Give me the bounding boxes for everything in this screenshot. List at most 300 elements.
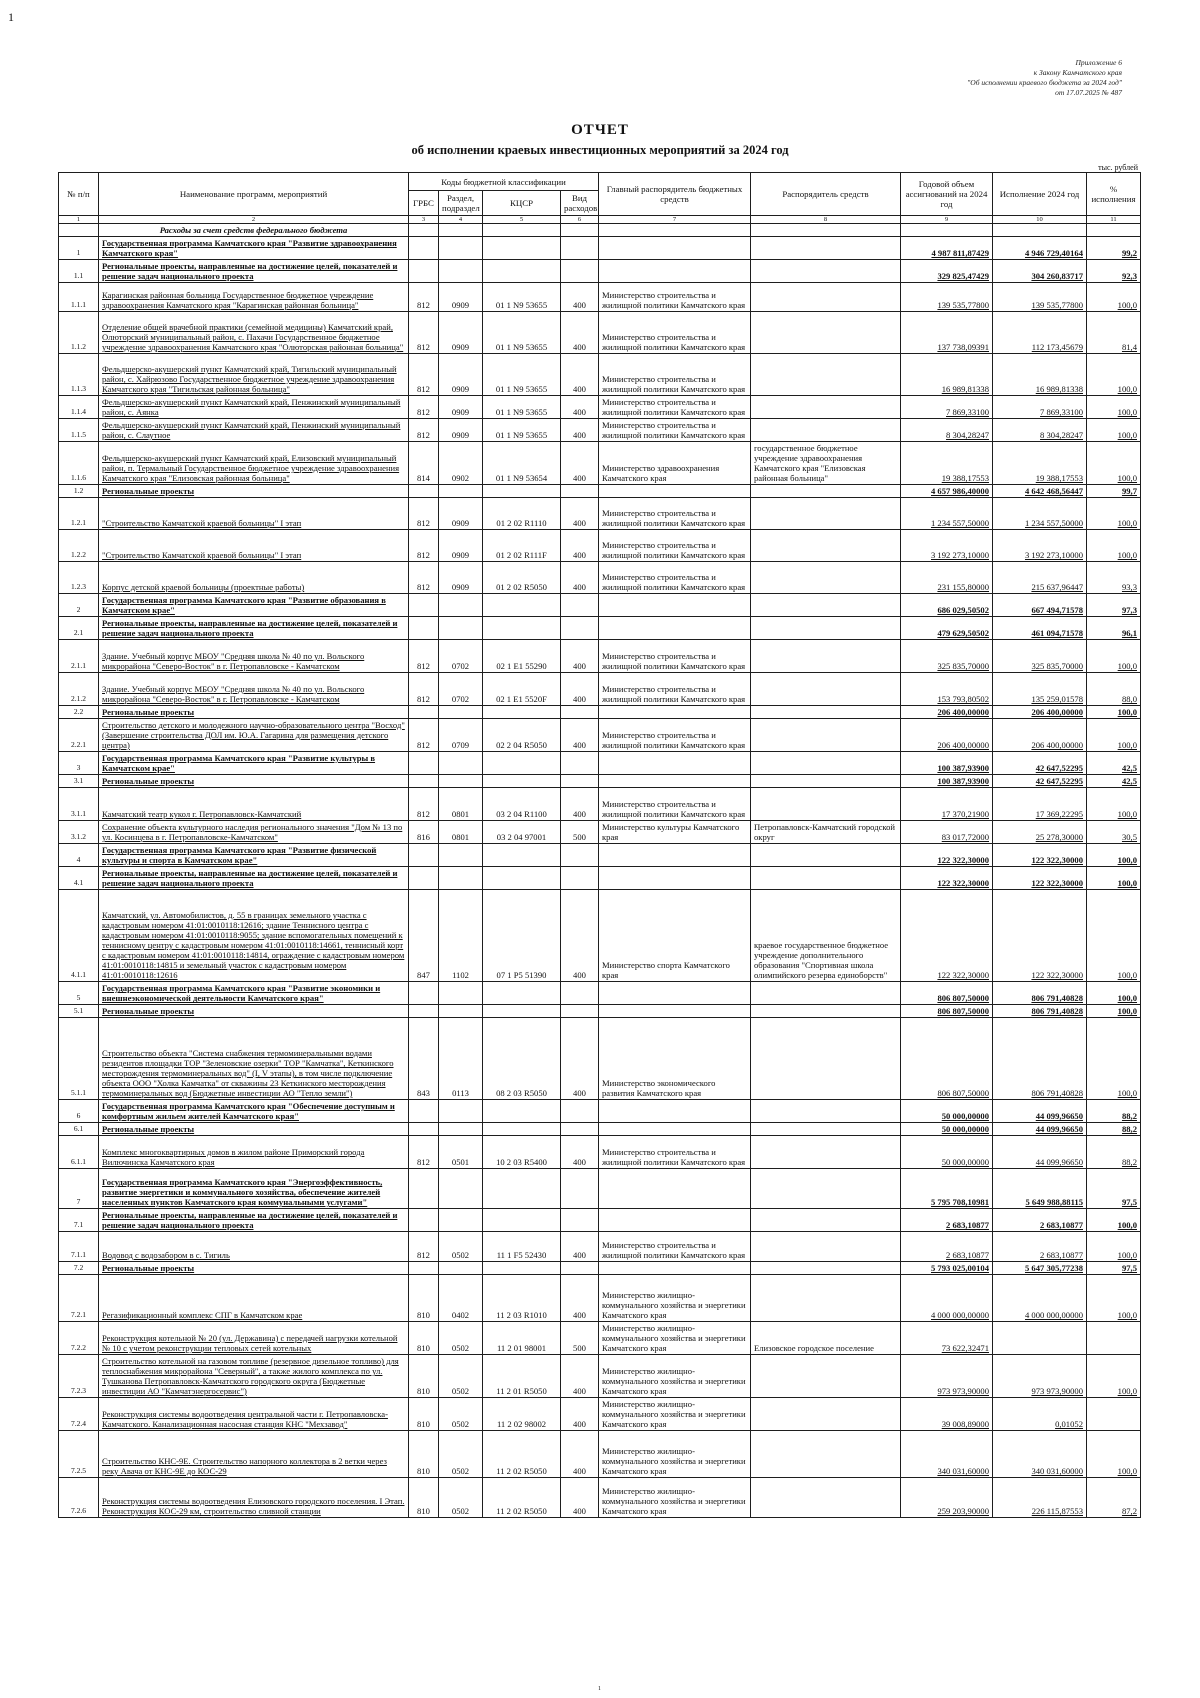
- cell-kcsr: 11 2 02 R5050: [483, 1478, 561, 1518]
- cell-grbs: 812: [409, 530, 439, 562]
- cell-vid: [561, 1209, 599, 1232]
- table-row: [59, 752, 1141, 775]
- cell-grbs: [409, 775, 439, 788]
- cell-grbs: 843: [409, 1018, 439, 1100]
- cell-recipient: [751, 706, 901, 719]
- header-num: № п/п: [59, 173, 99, 216]
- cell-pct: 100,0: [1087, 283, 1141, 312]
- cell-grbs: 812: [409, 498, 439, 530]
- cell-name: Региональные проекты: [99, 1262, 409, 1275]
- cell-name: Водовод с водозабором в с. Тигиль: [99, 1232, 409, 1262]
- cell-grbs: 812: [409, 719, 439, 752]
- cell-pct: 99,2: [1087, 237, 1141, 260]
- cell-kcsr: [483, 1123, 561, 1136]
- cell-kcsr: [483, 485, 561, 498]
- cell-num: 5.1.1: [59, 1018, 99, 1100]
- cell-num: 6.1: [59, 1123, 99, 1136]
- section-row: [59, 224, 1141, 237]
- cell-vid: 400: [561, 1275, 599, 1322]
- cell-pct: 99,7: [1087, 485, 1141, 498]
- cell-pct: [1087, 1398, 1141, 1431]
- cell-plan: 2 683,10877: [901, 1209, 993, 1232]
- cell-num: 1.1.4: [59, 396, 99, 419]
- cell-name: Комплекс многоквартирных домов в жилом районе Приморский города Вилючинска Камчатского края: [99, 1136, 409, 1169]
- cell-kcsr: [483, 982, 561, 1005]
- cell-num: 6: [59, 1100, 99, 1123]
- cell-razdel: [439, 260, 483, 283]
- cell-vid: [561, 844, 599, 867]
- cell-fact: 25 278,30000: [993, 821, 1087, 844]
- table-row: [59, 594, 1141, 617]
- cell-pct: 88,0: [1087, 673, 1141, 706]
- cell-pct: 100,0: [1087, 419, 1141, 442]
- cell-pct: 30,5: [1087, 821, 1141, 844]
- cell-razdel: 0113: [439, 1018, 483, 1100]
- cell-pct: 100,0: [1087, 867, 1141, 890]
- table-row: [59, 719, 1141, 752]
- cell-grbs: [409, 706, 439, 719]
- cell-vid: [561, 617, 599, 640]
- table-row: [59, 485, 1141, 498]
- cell-grbs: 810: [409, 1398, 439, 1431]
- cell-pct: 100,0: [1087, 442, 1141, 485]
- cell-grbs-name: Министерство жилищно-коммунального хозяйства и энергетики Камчатского края: [599, 1275, 751, 1322]
- cell-vid: [561, 706, 599, 719]
- cell-recipient: Елизовское городское поселение: [751, 1322, 901, 1355]
- cell-grbs: 810: [409, 1355, 439, 1398]
- cell-recipient: [751, 1398, 901, 1431]
- cell-kcsr: [483, 594, 561, 617]
- cell-pct: 100,0: [1087, 706, 1141, 719]
- cell-vid: [561, 594, 599, 617]
- cell-grbs-name: [599, 1100, 751, 1123]
- cell-pct: 100,0: [1087, 1355, 1141, 1398]
- cell-grbs-name: [599, 260, 751, 283]
- cell-plan: 122 322,30000: [901, 890, 993, 982]
- cell-fact: 122 322,30000: [993, 844, 1087, 867]
- cell-vid: 400: [561, 1018, 599, 1100]
- cell-razdel: [439, 617, 483, 640]
- cell-vid: 400: [561, 1478, 599, 1518]
- cell-kcsr: 01 2 02 R1110: [483, 498, 561, 530]
- cell-num: 1.1.3: [59, 354, 99, 396]
- cell-recipient: [751, 719, 901, 752]
- cell-razdel: [439, 1005, 483, 1018]
- cell-grbs-name: Министерство строительства и жилищной политики Камчатского края: [599, 640, 751, 673]
- cell-plan: 8 304,28247: [901, 419, 993, 442]
- cell-name: Строительство детского и молодежного научно-образовательного центра "Восход" (Завершение строительства ДОЛ им. Ю.А. Гагарина для размещения детского центра): [99, 719, 409, 752]
- cell-num: 7.2.1: [59, 1275, 99, 1322]
- cell-num: 2.2: [59, 706, 99, 719]
- cell-recipient: [751, 562, 901, 594]
- cell-grbs: 810: [409, 1431, 439, 1478]
- cell-name: Государственная программа Камчатского края "Энергоэффективность, развитие энергетики и коммунального хозяйства, обеспечение жителей населенных пунктов Камчатского края коммунальными услугами": [99, 1169, 409, 1209]
- cell-grbs-name: Министерство жилищно-коммунального хозяйства и энергетики Камчатского края: [599, 1431, 751, 1478]
- column-number: 7: [599, 216, 751, 224]
- cell-pct: 93,3: [1087, 562, 1141, 594]
- cell-plan: 5 795 708,10981: [901, 1169, 993, 1209]
- header-plan: Годовой объем ассигнований на 2024 год: [901, 173, 993, 216]
- cell-num: 7.2.6: [59, 1478, 99, 1518]
- cell-grbs: [409, 617, 439, 640]
- cell-razdel: 0909: [439, 396, 483, 419]
- cell-plan: 153 793,80502: [901, 673, 993, 706]
- cell-num: 7.1.1: [59, 1232, 99, 1262]
- cell-recipient: [751, 260, 901, 283]
- cell-grbs-name: [599, 982, 751, 1005]
- footer-mark: 1: [598, 1686, 601, 1692]
- table-row: [59, 1275, 1141, 1322]
- cell-plan: 329 825,47429: [901, 260, 993, 283]
- cell-plan: 3 192 273,10000: [901, 530, 993, 562]
- cell-pct: 100,0: [1087, 982, 1141, 1005]
- cell-grbs: 812: [409, 640, 439, 673]
- cell-num: 1.1.2: [59, 312, 99, 354]
- cell-vid: [561, 237, 599, 260]
- cell-vid: 400: [561, 283, 599, 312]
- cell-num: 5.1: [59, 1005, 99, 1018]
- report-subtitle: об исполнении краевых инвестиционных мероприятий за 2024 год: [411, 143, 789, 157]
- cell-fact: 42 647,52295: [993, 775, 1087, 788]
- cell-razdel: 0502: [439, 1478, 483, 1518]
- cell-recipient: [751, 1005, 901, 1018]
- cell-grbs: 812: [409, 788, 439, 821]
- cell-grbs-name: Министерство здравоохранения Камчатского края: [599, 442, 751, 485]
- cell-plan: 39 008,89000: [901, 1398, 993, 1431]
- table-row: [59, 1232, 1141, 1262]
- table-row: [59, 821, 1141, 844]
- cell-kcsr: 02 1 E1 55290: [483, 640, 561, 673]
- cell-kcsr: [483, 775, 561, 788]
- cell-plan: 83 017,72000: [901, 821, 993, 844]
- cell-razdel: 1102: [439, 890, 483, 982]
- cell-recipient: [751, 283, 901, 312]
- cell-num: 2.1.1: [59, 640, 99, 673]
- cell-razdel: [439, 1209, 483, 1232]
- cell-fact: 112 173,45679: [993, 312, 1087, 354]
- cell-fact: 2 683,10877: [993, 1232, 1087, 1262]
- cell-vid: 400: [561, 640, 599, 673]
- cell-vid: [561, 1123, 599, 1136]
- cell-razdel: 0502: [439, 1322, 483, 1355]
- cell-kcsr: [483, 867, 561, 890]
- cell-grbs-name: Министерство строительства и жилищной политики Камчатского края: [599, 1232, 751, 1262]
- cell-grbs-name: [599, 775, 751, 788]
- cell-fact: 461 094,71578: [993, 617, 1087, 640]
- cell-vid: [561, 1005, 599, 1018]
- cell-kcsr: 08 2 03 R5050: [483, 1018, 561, 1100]
- cell-num: 3.1.2: [59, 821, 99, 844]
- cell-num: 7.2: [59, 1262, 99, 1275]
- cell-grbs: [409, 1100, 439, 1123]
- cell-name: Региональные проекты, направленные на достижение целей, показателей и решение задач национального проекта: [99, 867, 409, 890]
- cell-pct: 100,0: [1087, 1018, 1141, 1100]
- cell-num: 7.2.4: [59, 1398, 99, 1431]
- table-row: [59, 775, 1141, 788]
- cell-recipient: [751, 617, 901, 640]
- cell-grbs-name: Министерство строительства и жилищной политики Камчатского края: [599, 419, 751, 442]
- cell-grbs-name: Министерство строительства и жилищной политики Камчатского края: [599, 1136, 751, 1169]
- cell-plan: 340 031,60000: [901, 1431, 993, 1478]
- cell-fact: 19 388,17553: [993, 442, 1087, 485]
- cell-fact: 5 647 305,77238: [993, 1262, 1087, 1275]
- cell-vid: 400: [561, 719, 599, 752]
- cell-pct: 100,0: [1087, 1209, 1141, 1232]
- cell-vid: 400: [561, 673, 599, 706]
- cell-recipient: [751, 1100, 901, 1123]
- cell-num: 1.2: [59, 485, 99, 498]
- cell-num: 4: [59, 844, 99, 867]
- cell-name: Региональные проекты: [99, 706, 409, 719]
- cell-razdel: [439, 844, 483, 867]
- cell-num: 7: [59, 1169, 99, 1209]
- cell-kcsr: 03 2 04 97001: [483, 821, 561, 844]
- cell-grbs-name: Министерство строительства и жилищной политики Камчатского края: [599, 396, 751, 419]
- header-vid: Вид расходов: [561, 191, 599, 216]
- cell-fact: 215 637,96447: [993, 562, 1087, 594]
- cell-vid: [561, 485, 599, 498]
- cell-recipient: [751, 788, 901, 821]
- cell-grbs-name: Министерство жилищно-коммунального хозяйства и энергетики Камчатского края: [599, 1355, 751, 1398]
- cell-razdel: 0501: [439, 1136, 483, 1169]
- cell-recipient: [751, 982, 901, 1005]
- cell-num: 4.1.1: [59, 890, 99, 982]
- cell-pct: 42,5: [1087, 752, 1141, 775]
- cell-razdel: 0909: [439, 498, 483, 530]
- cell-plan: 206 400,00000: [901, 706, 993, 719]
- column-number: 10: [993, 216, 1087, 224]
- cell-pct: 100,0: [1087, 890, 1141, 982]
- cell-fact: 206 400,00000: [993, 706, 1087, 719]
- cell-plan: 5 793 025,00104: [901, 1262, 993, 1275]
- cell-razdel: 0909: [439, 283, 483, 312]
- header-razdel: Раздел, подраздел: [439, 191, 483, 216]
- cell-pct: 100,0: [1087, 844, 1141, 867]
- cell-recipient: [751, 1262, 901, 1275]
- table-row: [59, 562, 1141, 594]
- cell-recipient: [751, 485, 901, 498]
- column-number: 5: [483, 216, 561, 224]
- cell-vid: 500: [561, 1322, 599, 1355]
- cell-num: 5: [59, 982, 99, 1005]
- cell-grbs-name: Министерство строительства и жилищной политики Камчатского края: [599, 312, 751, 354]
- cell-num: 7.2.2: [59, 1322, 99, 1355]
- cell-fact: 973 973,90000: [993, 1355, 1087, 1398]
- cell-num: 1: [59, 237, 99, 260]
- cell-recipient: Петропавловск-Камчатский городской округ: [751, 821, 901, 844]
- cell-kcsr: 11 1 F5 52430: [483, 1232, 561, 1262]
- cell-grbs: 812: [409, 1232, 439, 1262]
- cell-name: Реконструкция системы водоотведения центральной части г. Петропавловска-Камчатского. Канализационная насосная станция КНС "Мехзавод": [99, 1398, 409, 1431]
- cell-razdel: 0402: [439, 1275, 483, 1322]
- header-codes-group: Коды бюджетной классификации: [409, 173, 599, 191]
- cell-name: Регазификационный комплекс СПГ в Камчатском крае: [99, 1275, 409, 1322]
- table-row: [59, 1005, 1141, 1018]
- cell-fact: 806 791,40828: [993, 1005, 1087, 1018]
- cell-kcsr: [483, 237, 561, 260]
- cell-num: 2.1: [59, 617, 99, 640]
- cell-name: Здание. Учебный корпус МБОУ "Средняя школа № 40 по ул. Вольского микрорайона "Северо-Восток" в г. Петропавловске - Камчатском: [99, 640, 409, 673]
- annex-line-4: от 17.07.2025 № 487: [1055, 88, 1122, 97]
- table-row: [59, 1478, 1141, 1518]
- cell-vid: [561, 867, 599, 890]
- cell-pct: 100,0: [1087, 1232, 1141, 1262]
- section-title: Расходы за счет средств федерального бюджета: [99, 224, 409, 237]
- cell-razdel: [439, 237, 483, 260]
- cell-grbs: [409, 982, 439, 1005]
- cell-grbs: [409, 237, 439, 260]
- cell-vid: 400: [561, 788, 599, 821]
- cell-name: Фельдшерско-акушерский пункт Камчатский край, Пенжинский муниципальный район, с. Слаутное: [99, 419, 409, 442]
- cell-fact: 17 369,22295: [993, 788, 1087, 821]
- cell-grbs-name: Министерство строительства и жилищной политики Камчатского края: [599, 719, 751, 752]
- cell-num: 1.1: [59, 260, 99, 283]
- cell-grbs: 812: [409, 396, 439, 419]
- cell-kcsr: [483, 1100, 561, 1123]
- table-row: [59, 1100, 1141, 1123]
- cell-grbs: 816: [409, 821, 439, 844]
- cell-plan: 259 203,90000: [901, 1478, 993, 1518]
- cell-grbs-name: Министерство строительства и жилищной политики Камчатского края: [599, 530, 751, 562]
- header-name: Наименование программ, мероприятий: [99, 173, 409, 216]
- cell-name: Региональные проекты: [99, 1005, 409, 1018]
- cell-plan: 206 400,00000: [901, 719, 993, 752]
- cell-grbs: [409, 1209, 439, 1232]
- cell-num: 6.1.1: [59, 1136, 99, 1169]
- cell-fact: 4 946 729,40164: [993, 237, 1087, 260]
- cell-pct: 100,0: [1087, 530, 1141, 562]
- report-table: [58, 172, 1141, 1518]
- cell-grbs: 810: [409, 1275, 439, 1322]
- table-row: [59, 844, 1141, 867]
- annex-line-2: к Закону Камчатского края: [1033, 68, 1122, 77]
- cell-kcsr: 11 2 01 R5050: [483, 1355, 561, 1398]
- cell-kcsr: 11 2 03 R1010: [483, 1275, 561, 1322]
- cell-name: Государственная программа Камчатского края "Развитие здравоохранения Камчатского края": [99, 237, 409, 260]
- cell-plan: 806 807,50000: [901, 1005, 993, 1018]
- cell-fact: 3 192 273,10000: [993, 530, 1087, 562]
- header-grbs-name: Главный распорядитель бюджетных средств: [599, 173, 751, 216]
- cell-kcsr: 10 2 03 R5400: [483, 1136, 561, 1169]
- cell-plan: 479 629,50502: [901, 617, 993, 640]
- cell-razdel: [439, 1262, 483, 1275]
- cell-vid: 400: [561, 562, 599, 594]
- table-row: [59, 617, 1141, 640]
- cell-plan: 4 000 000,00000: [901, 1275, 993, 1322]
- cell-grbs-name: [599, 752, 751, 775]
- cell-fact: 226 115,87553: [993, 1478, 1087, 1518]
- cell-plan: 4 987 811,87429: [901, 237, 993, 260]
- cell-pct: 100,0: [1087, 1005, 1141, 1018]
- cell-razdel: 0702: [439, 640, 483, 673]
- cell-fact: 4 642 468,56447: [993, 485, 1087, 498]
- cell-name: Строительство котельной на газовом топливе (резервное дизельное топливо) для теплоснабжения микрорайона "Северный", а также жилого комплекса по ул. Тушканова Петропавловск-Камчатского городского округа (Бюджетные инвестиции АО "Камчатэнергосервис"): [99, 1355, 409, 1398]
- cell-fact: 806 791,40828: [993, 982, 1087, 1005]
- cell-grbs: 812: [409, 312, 439, 354]
- cell-grbs-name: Министерство строительства и жилищной политики Камчатского края: [599, 354, 751, 396]
- cell-plan: 686 029,50502: [901, 594, 993, 617]
- table-row: [59, 442, 1141, 485]
- cell-num: 7.1: [59, 1209, 99, 1232]
- cell-grbs: 812: [409, 562, 439, 594]
- cell-recipient: [751, 396, 901, 419]
- cell-recipient: [751, 312, 901, 354]
- cell-grbs: 812: [409, 354, 439, 396]
- cell-grbs-name: [599, 1262, 751, 1275]
- cell-vid: [561, 1100, 599, 1123]
- cell-vid: 400: [561, 890, 599, 982]
- cell-recipient: [751, 1431, 901, 1478]
- column-number: 6: [561, 216, 599, 224]
- cell-recipient: [751, 354, 901, 396]
- cell-pct: 100,0: [1087, 788, 1141, 821]
- cell-vid: 400: [561, 396, 599, 419]
- cell-kcsr: [483, 1169, 561, 1209]
- cell-name: Государственная программа Камчатского края "Обеспечение доступным и комфортным жильем жителей Камчатского края": [99, 1100, 409, 1123]
- cell-pct: 100,0: [1087, 719, 1141, 752]
- cell-num: 1.2.2: [59, 530, 99, 562]
- cell-plan: 137 738,09391: [901, 312, 993, 354]
- cell-vid: [561, 1262, 599, 1275]
- cell-fact: 16 989,81338: [993, 354, 1087, 396]
- table-row: [59, 982, 1141, 1005]
- table-row: [59, 237, 1141, 260]
- cell-kcsr: [483, 260, 561, 283]
- cell-recipient: [751, 844, 901, 867]
- table-row: [59, 354, 1141, 396]
- cell-plan: 16 989,81338: [901, 354, 993, 396]
- cell-num: 1.2.1: [59, 498, 99, 530]
- cell-pct: 100,0: [1087, 640, 1141, 673]
- cell-pct: 96,1: [1087, 617, 1141, 640]
- cell-recipient: [751, 1232, 901, 1262]
- cell-name: "Строительство Камчатской краевой больницы" I этап: [99, 530, 409, 562]
- cell-name: "Строительство Камчатской краевой больницы" I этап: [99, 498, 409, 530]
- cell-num: 1.1.1: [59, 283, 99, 312]
- cell-num: 1.2.3: [59, 562, 99, 594]
- cell-fact: 139 535,77800: [993, 283, 1087, 312]
- cell-grbs: 810: [409, 1322, 439, 1355]
- cell-num: 7.2.3: [59, 1355, 99, 1398]
- annex-line-3: "Об исполнении краевого бюджета за 2024 год": [967, 78, 1122, 87]
- cell-vid: 400: [561, 419, 599, 442]
- header-row: [59, 173, 1141, 191]
- cell-pct: 97,5: [1087, 1169, 1141, 1209]
- cell-grbs-name: [599, 485, 751, 498]
- table-row: [59, 283, 1141, 312]
- cell-grbs: [409, 844, 439, 867]
- cell-kcsr: [483, 1209, 561, 1232]
- table-row: [59, 312, 1141, 354]
- cell-plan: 73 622,32471: [901, 1322, 993, 1355]
- cell-recipient: [751, 1169, 901, 1209]
- cell-plan: 973 973,90000: [901, 1355, 993, 1398]
- cell-grbs-name: [599, 594, 751, 617]
- cell-razdel: 0709: [439, 719, 483, 752]
- cell-fact: 122 322,30000: [993, 867, 1087, 890]
- cell-kcsr: [483, 706, 561, 719]
- cell-plan: 100 387,93900: [901, 775, 993, 788]
- cell-kcsr: 01 1 N9 53654: [483, 442, 561, 485]
- cell-recipient: [751, 752, 901, 775]
- cell-plan: 122 322,30000: [901, 844, 993, 867]
- cell-recipient: [751, 1478, 901, 1518]
- cell-vid: [561, 982, 599, 1005]
- cell-grbs-name: Министерство строительства и жилищной политики Камчатского края: [599, 283, 751, 312]
- cell-fact: 44 099,96650: [993, 1100, 1087, 1123]
- cell-fact: 44 099,96650: [993, 1136, 1087, 1169]
- header-recipient: Распорядитель средств: [751, 173, 901, 216]
